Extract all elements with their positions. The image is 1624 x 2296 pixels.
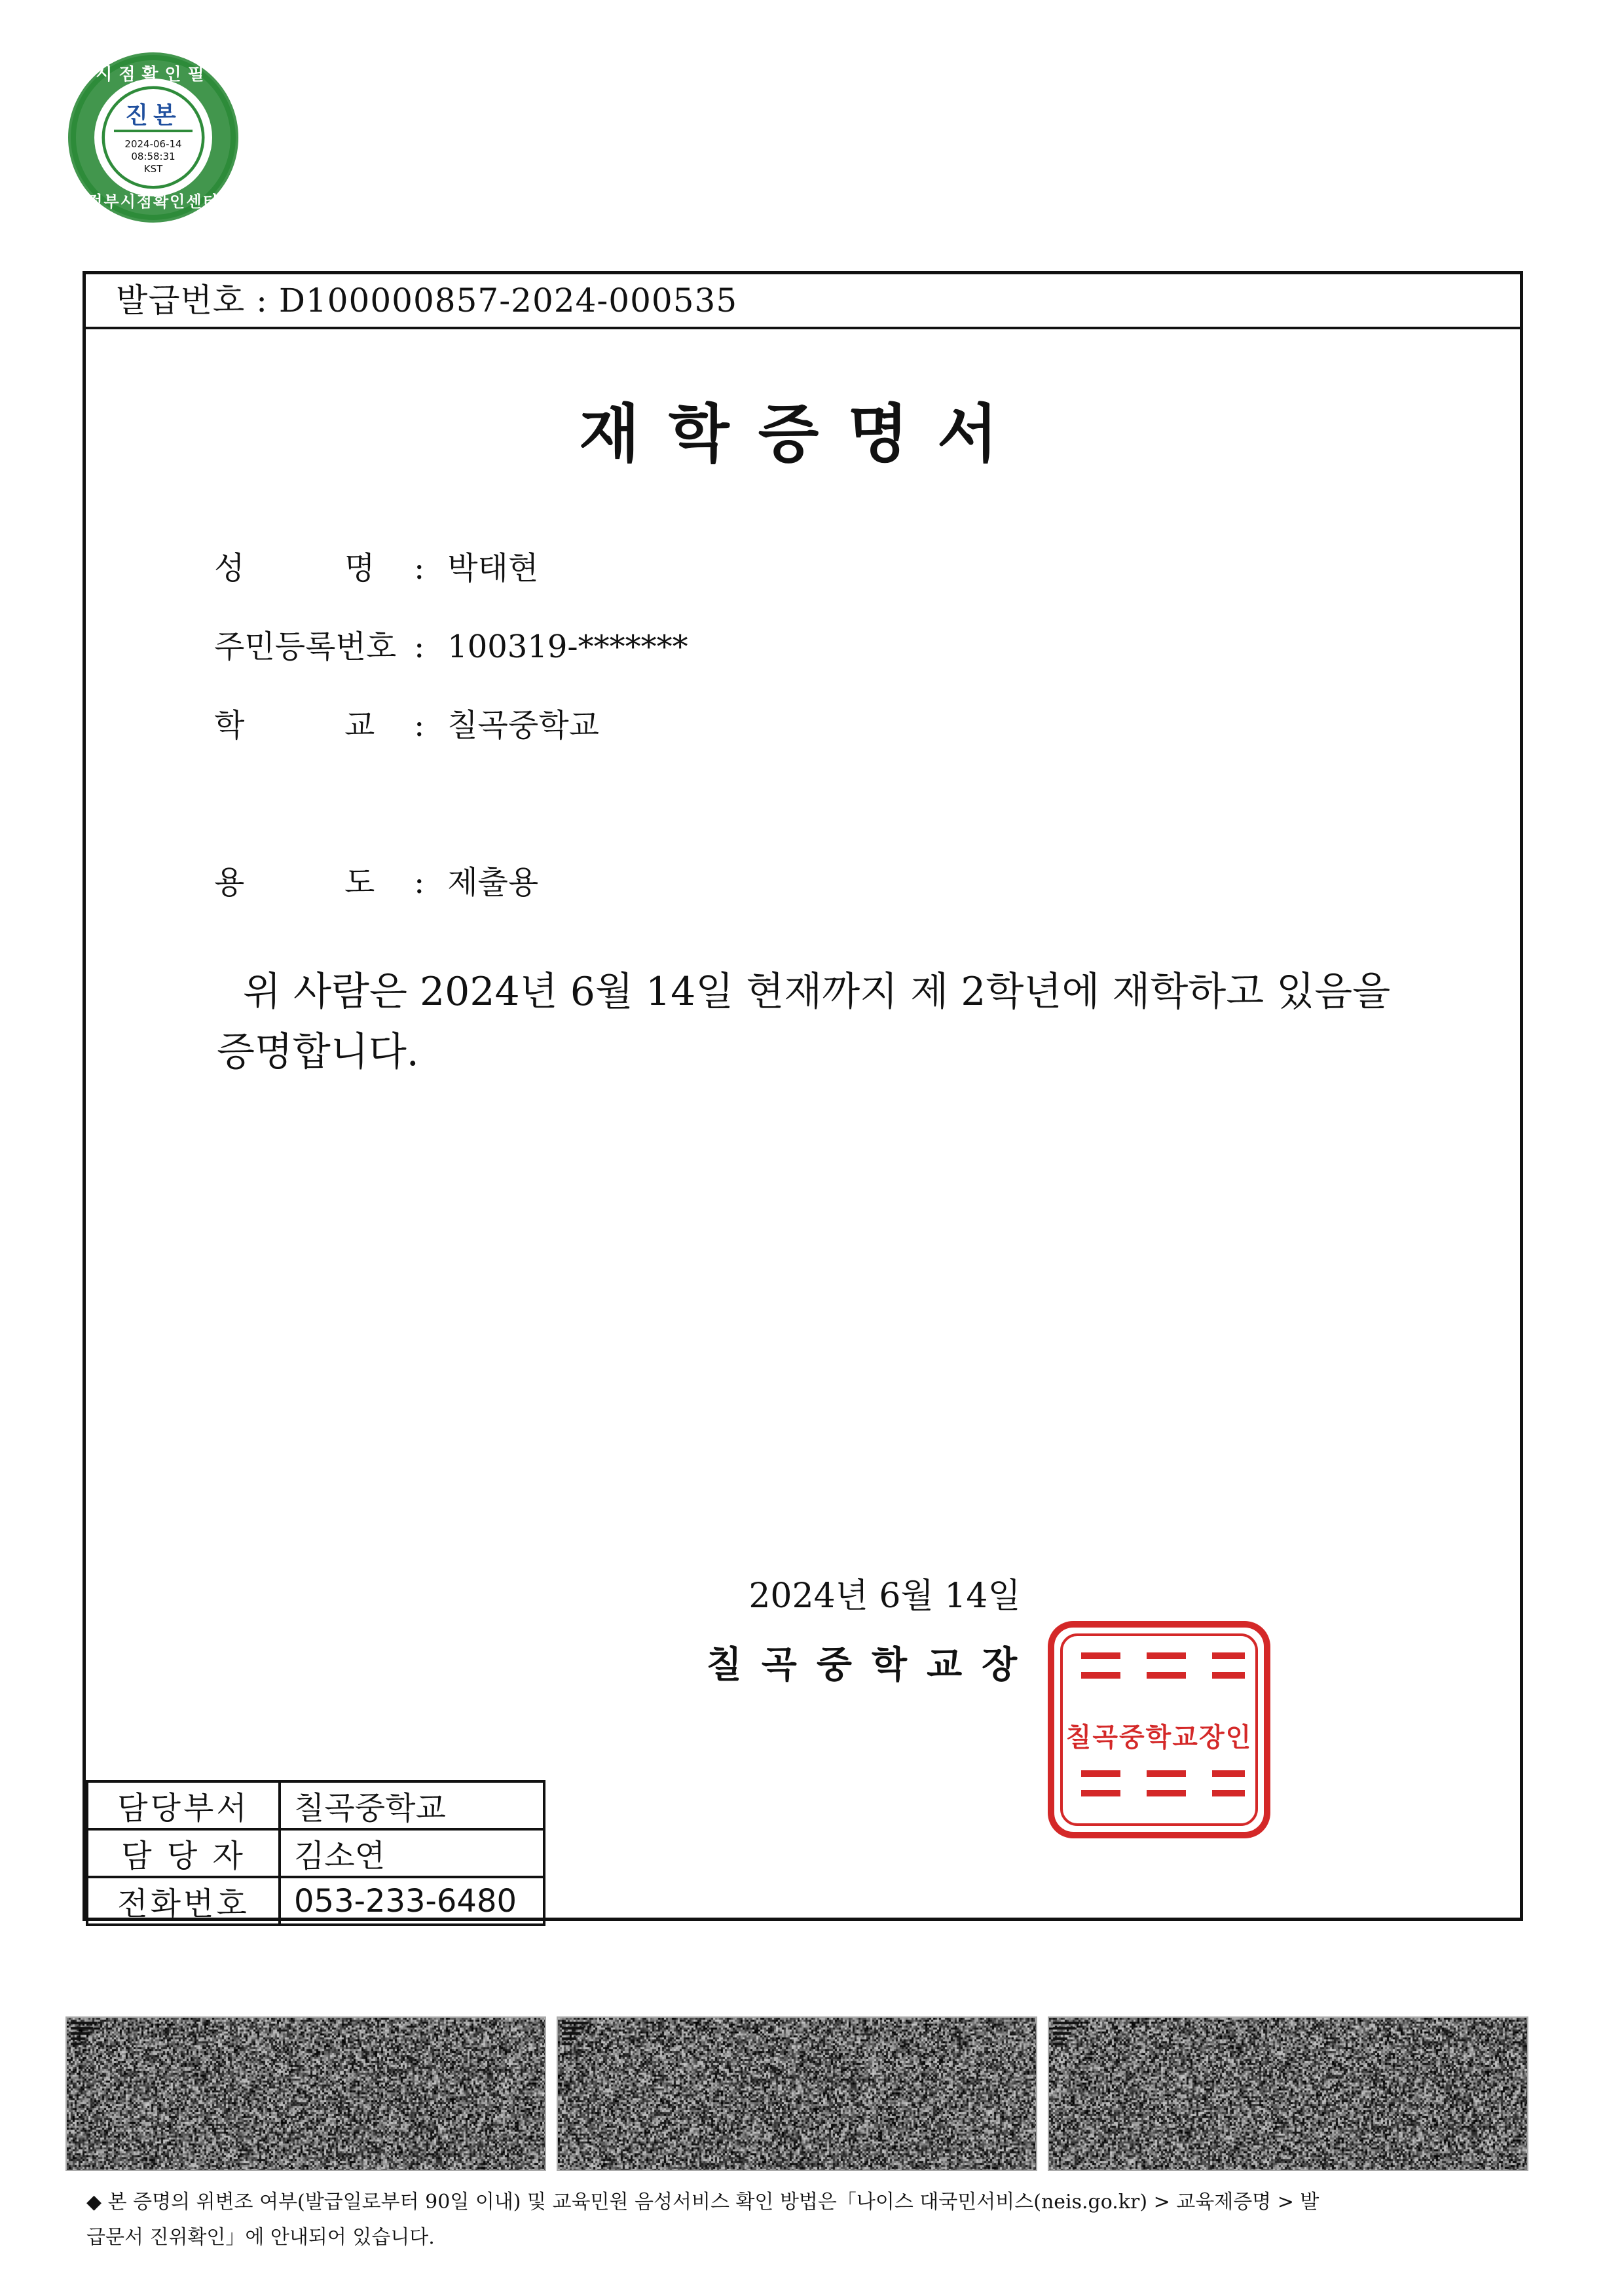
field-separator: : (414, 629, 425, 665)
verification-code-1 (65, 2016, 546, 2171)
field-label: 주민등록번호 (214, 629, 397, 665)
issue-date: 2024년 6월 14일 (748, 1576, 1021, 1616)
footer-line-1: ◆ 본 증명의 위변조 여부(발급일로부터 90일 이내) 및 교육민원 음성서비스 확인 방법은「나이스 대국민서비스(neis.go.kr) > 교육제증명 > 발 (86, 2191, 1320, 2214)
ts-zone: KST (143, 163, 163, 175)
field-label: 성 명 (214, 550, 375, 587)
statement-line-1: 위 사람은 2024년 6월 14일 현재까지 제 2학년에 재학하고 있음을 (243, 969, 1391, 1015)
ts-date: 2024-06-14 (124, 138, 182, 150)
issue-number-label: 발급번호 : (116, 282, 279, 319)
table-row (87, 1877, 544, 1925)
principal-title: 칠곡중학교장 (706, 1644, 1037, 1686)
table-row (87, 1829, 544, 1877)
document-title: 재학증명서 (579, 397, 1027, 471)
certification-statement (217, 962, 1461, 1082)
field-label: 용 도 (214, 864, 375, 901)
field-label: 학 교 (214, 707, 375, 744)
ts-center-text: 진본 (125, 102, 181, 129)
school-official-seal (996, 1558, 1310, 1872)
statement-line-2: 증명합니다. (217, 1029, 419, 1075)
seal-text: 칠곡중학교장인 (1065, 1722, 1253, 1753)
field-value-id: 100319-******* (447, 629, 688, 665)
contact-value: 칠곡중학교 (280, 1781, 544, 1829)
contact-label: 전화번호 (87, 1877, 280, 1925)
ts-bottom-text: 정부시점확인센터 (87, 192, 219, 211)
contact-table (86, 1780, 545, 1926)
table-row (87, 1781, 544, 1829)
issue-number: D100000857-2024-000535 (278, 282, 738, 319)
field-separator: : (414, 864, 425, 901)
ts-top-text: 시점확인필 (96, 65, 211, 84)
field-row-purpose (214, 857, 538, 902)
contact-label: 담당부서 (87, 1781, 280, 1829)
contact-value: 김소연 (280, 1829, 544, 1877)
footer-note (86, 2185, 1540, 2250)
field-row-name (214, 543, 538, 588)
footer-line-2: 급문서 진위확인」에 안내되어 있습니다. (86, 2226, 435, 2249)
timestamp-seal (68, 52, 238, 223)
verification-code-2 (557, 2016, 1037, 2171)
field-separator: : (414, 707, 425, 744)
field-separator: : (414, 550, 425, 587)
field-value-name: 박태현 (447, 550, 539, 587)
field-row-school (214, 700, 599, 745)
field-value-school: 칠곡중학교 (447, 707, 600, 744)
field-row-id (214, 621, 688, 666)
contact-value: 053-233-6480 (280, 1877, 544, 1925)
ts-time: 08:58:31 (131, 151, 175, 162)
contact-label: 담 당 자 (87, 1829, 280, 1877)
field-value-purpose: 제출용 (447, 864, 539, 901)
certificate-frame (83, 271, 1523, 1921)
verification-code-3 (1048, 2016, 1528, 2171)
issue-number-bar (86, 274, 1520, 329)
